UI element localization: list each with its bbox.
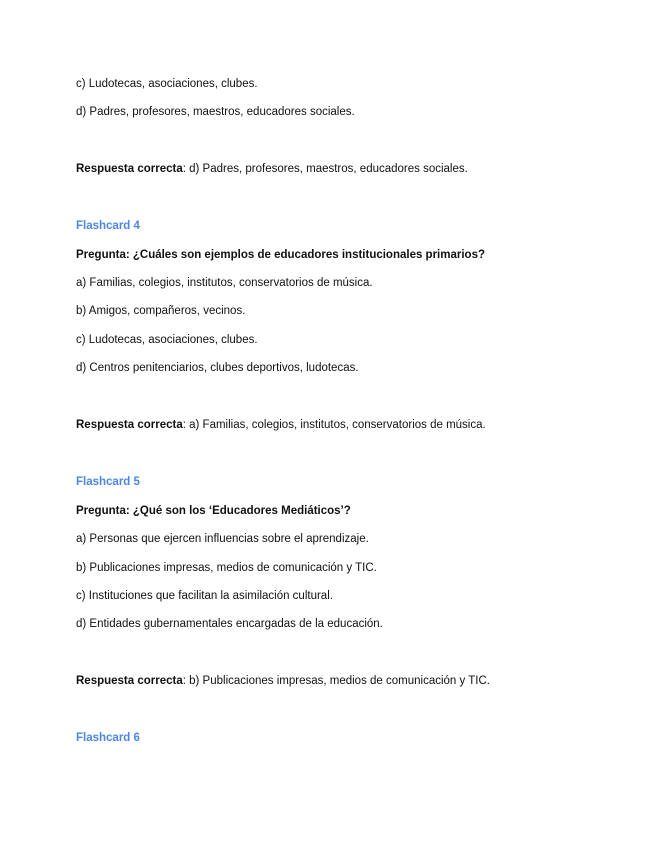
flashcard-5-title: Flashcard 5 <box>76 476 140 488</box>
flashcard-4-option-a: a) Familias, colegios, institutos, conservatorios de música. <box>76 277 373 289</box>
flashcard-4-question: Pregunta: ¿Cuáles son ejemplos de educadores institucionales primarios? <box>76 249 485 261</box>
flashcard-5-option-b: b) Publicaciones impresas, medios de comunicación y TIC. <box>76 562 377 574</box>
flashcard-5-correct-answer <box>76 674 490 688</box>
answer-text: : a) Familias, colegios, institutos, conservatorios de música. <box>182 419 486 431</box>
answer-text: : b) Publicaciones impresas, medios de comunicación y TIC. <box>182 675 490 687</box>
flashcard-5-option-d: d) Entidades gubernamentales encargadas de la educación. <box>76 618 383 630</box>
answer-label: Respuesta correcta <box>76 675 183 687</box>
option-d: d) Padres, profesores, maestros, educadores sociales. <box>76 106 355 118</box>
flashcard-5-option-c: c) Instituciones que facilitan la asimilación cultural. <box>76 590 333 602</box>
flashcard-4-option-b: b) Amigos, compañeros, vecinos. <box>76 305 246 317</box>
option-c: c) Ludotecas, asociaciones, clubes. <box>76 78 258 90</box>
flashcard-4-option-c: c) Ludotecas, asociaciones, clubes. <box>76 334 258 346</box>
flashcard-5-question: Pregunta: ¿Qué son los ‘Educadores Mediáticos’? <box>76 505 351 517</box>
flashcard-4-title: Flashcard 4 <box>76 220 140 232</box>
flashcard-6-title: Flashcard 6 <box>76 732 140 744</box>
flashcard-4-correct-answer <box>76 418 486 432</box>
answer-label: Respuesta correcta <box>76 163 183 175</box>
flashcard-4-option-d: d) Centros penitenciarios, clubes deportivos, ludotecas. <box>76 362 359 374</box>
answer-label: Respuesta correcta <box>76 419 183 431</box>
correct-answer <box>76 162 468 176</box>
answer-text: : d) Padres, profesores, maestros, educadores sociales. <box>182 163 468 175</box>
flashcard-5-option-a: a) Personas que ejercen influencias sobre el aprendizaje. <box>76 533 369 545</box>
